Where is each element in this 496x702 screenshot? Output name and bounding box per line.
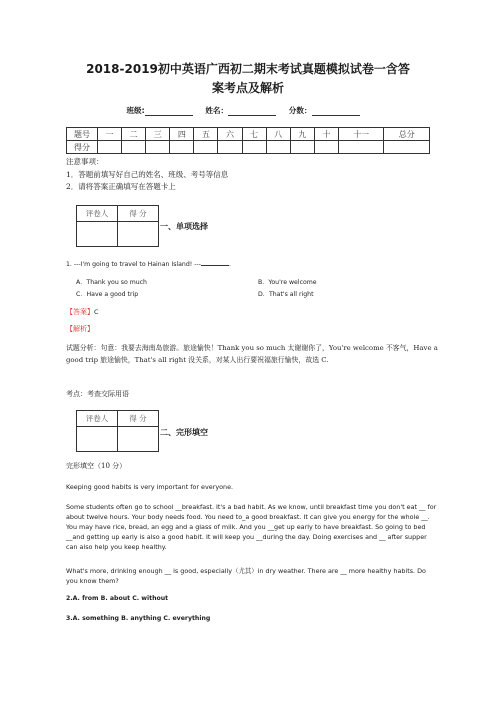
question-1-text: 1. ---I'm going to travel to Hainan Island! --- bbox=[66, 261, 201, 268]
grade-score-label: 得 分 bbox=[118, 206, 159, 222]
title-line-1: 2018-2019初中英语广西初二期末考试真题模拟试卷一含答 bbox=[86, 62, 410, 76]
question-3[interactable]: 3.A. something B. anything C. everything bbox=[66, 615, 211, 622]
cloze-subtitle: 完形填空（10 分） bbox=[66, 462, 127, 470]
analysis-tag: 【解析】 bbox=[66, 325, 94, 333]
score-table-cell: 二 bbox=[122, 128, 146, 141]
section-2-title: 二、完形填空 bbox=[160, 428, 208, 437]
passage-title: Keeping good habits is very important for everyone. bbox=[66, 483, 234, 491]
score-table-cell: 四 bbox=[170, 128, 194, 141]
grade-score-cell[interactable] bbox=[118, 222, 159, 247]
score-cell-input[interactable] bbox=[338, 141, 384, 154]
score-table-cell: 十 bbox=[314, 128, 338, 141]
score-table-cell: 六 bbox=[218, 128, 242, 141]
class-label: 班级: bbox=[126, 106, 145, 115]
knowledge-point: 考点：考查交际用语 bbox=[66, 390, 129, 398]
question-1-end: . bbox=[228, 261, 231, 268]
answer-blank[interactable] bbox=[201, 259, 229, 266]
notes-heading: 注意事项： bbox=[66, 157, 104, 166]
grader-label: 评卷人 bbox=[77, 206, 118, 222]
score-table-score-row bbox=[67, 141, 430, 154]
score-table-cell: 三 bbox=[146, 128, 170, 141]
grade-box-1 bbox=[76, 205, 159, 247]
score-cell-input[interactable] bbox=[290, 141, 314, 154]
score-cell-input[interactable] bbox=[122, 141, 146, 154]
score-row-label: 得分 bbox=[67, 141, 98, 154]
page-title bbox=[60, 60, 436, 98]
score-cell-input[interactable] bbox=[266, 141, 290, 154]
score-cell-input[interactable] bbox=[314, 141, 338, 154]
grader-label: 评卷人 bbox=[77, 411, 118, 427]
score-table-cell: 七 bbox=[242, 128, 266, 141]
option-b[interactable]: B．You're welcome bbox=[258, 279, 317, 286]
score-table-cell: 题号 bbox=[67, 128, 98, 141]
answer-line bbox=[66, 307, 98, 317]
notes-item: 1．答题前填写好自己的姓名、班级、考号等信息 bbox=[66, 169, 229, 179]
grader-cell[interactable] bbox=[77, 427, 118, 452]
answer-tag: 【答案】 bbox=[66, 308, 94, 316]
name-blank[interactable] bbox=[228, 107, 276, 116]
score-cell-input[interactable] bbox=[242, 141, 266, 154]
score-table-cell: 九 bbox=[290, 128, 314, 141]
option-a[interactable]: A．Thank you so much bbox=[76, 279, 147, 286]
grade-score-label: 得 分 bbox=[118, 411, 159, 427]
score-table bbox=[66, 127, 430, 154]
name-label: 姓名： bbox=[205, 106, 229, 115]
grade-box-2 bbox=[76, 410, 159, 452]
score-table-cell: 十一 bbox=[338, 128, 384, 141]
grade-score-cell[interactable] bbox=[118, 427, 159, 452]
analysis-text: 试题分析：句意：我要去海南岛旅游。旅途愉快！Thank you so much 太谢谢你了，You're welcome 不客气，Have a good trip 旅途愉快，That's all right 没关系，对某人出行要祝福旅行愉快，故选 C. bbox=[66, 344, 438, 364]
score-cell-input[interactable] bbox=[218, 141, 242, 154]
student-info-line bbox=[0, 105, 496, 116]
question-2[interactable]: 2.A. from B. about C. without bbox=[66, 595, 169, 602]
option-c[interactable]: C．Have a good trip bbox=[76, 291, 139, 298]
score-cell-input[interactable] bbox=[194, 141, 218, 154]
passage-paragraph-1: Some students often go to school __breakfast. It's a bad habit. As we know, until breakfast time you don't eat __ for about twelve hours. Your body needs food. You need to_a good breakfast. It can give you energy for the whole __. You may have rice, bread, an egg and a glass of milk. And you __get up early to have breakfast. So going to bed __and getting up early is also a good habit. It will keep you __during the day. Doing exercises and __ after supper can also help you keep healthy. bbox=[66, 503, 437, 551]
notes-item: 2．请将答案正确填写在答题卡上 bbox=[66, 182, 176, 191]
question-1 bbox=[66, 259, 231, 268]
score-cell-input[interactable] bbox=[98, 141, 122, 154]
option-d[interactable]: D．That's all right bbox=[258, 291, 314, 298]
score-cell-input[interactable] bbox=[170, 141, 194, 154]
score-blank[interactable] bbox=[312, 107, 360, 116]
answer-value: C bbox=[94, 308, 99, 316]
passage-paragraph-2: What's more, drinking enough __ is good, especially（尤其）in dry weather. There are __ more healthy habits. Do you know them? bbox=[66, 567, 426, 585]
class-blank[interactable] bbox=[145, 107, 193, 116]
grader-cell[interactable] bbox=[77, 222, 118, 247]
score-table-cell: 五 bbox=[194, 128, 218, 141]
score-table-cell: 八 bbox=[266, 128, 290, 141]
score-table-cell: 总分 bbox=[384, 128, 430, 141]
score-cell-input[interactable] bbox=[384, 141, 430, 154]
score-table-cell: 一 bbox=[98, 128, 122, 141]
score-table-header-row bbox=[67, 128, 430, 141]
score-cell-input[interactable] bbox=[146, 141, 170, 154]
score-label: 分数： bbox=[288, 106, 312, 115]
notes bbox=[66, 156, 228, 194]
title-line-2: 案考点及解析 bbox=[211, 81, 284, 95]
section-1-title: 一、单项选择 bbox=[160, 222, 208, 231]
